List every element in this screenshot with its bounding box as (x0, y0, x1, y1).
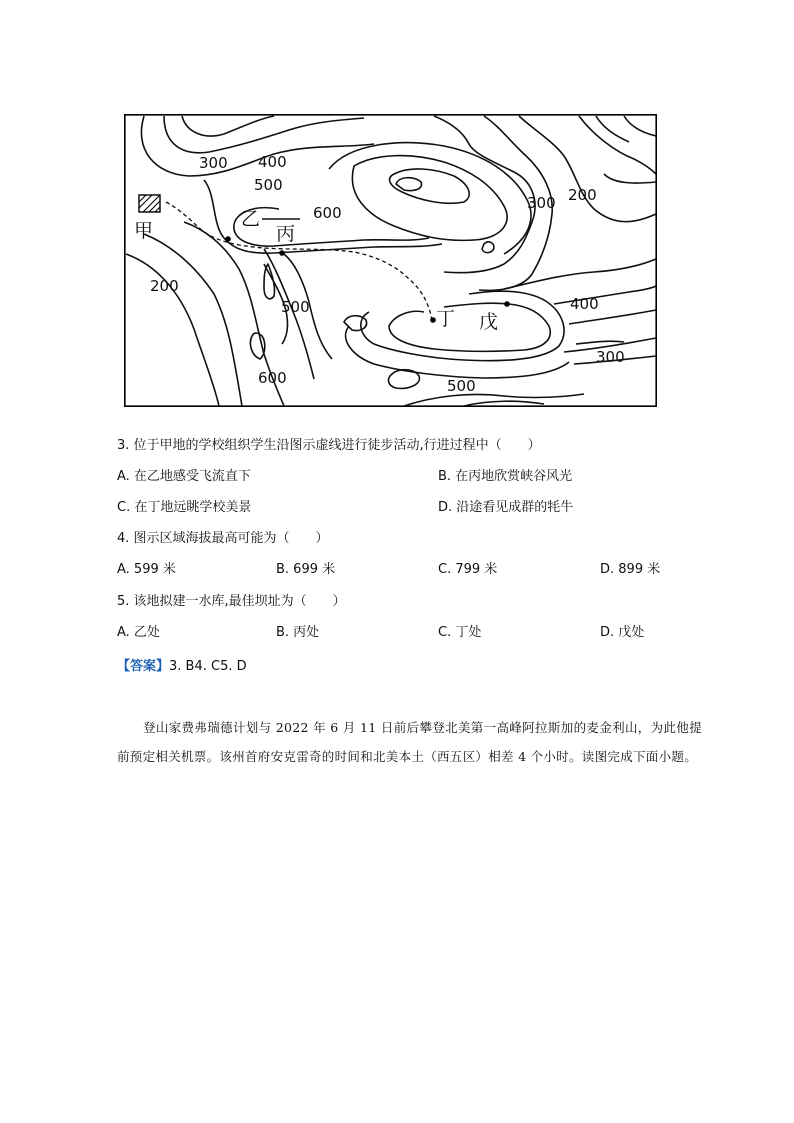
contour-label-500-se: 500 (447, 377, 476, 395)
answer-text: 3. B4. C5. D (169, 659, 247, 674)
contour-label-600-n: 600 (313, 204, 342, 222)
question-3-stem: 3. 位于甲地的学校组织学生沿图示虚线进行徒步活动,行进过程中（ ） (117, 438, 541, 453)
contour-label-500-n: 500 (254, 176, 283, 194)
place-yi: 乙 (241, 208, 261, 230)
q5-option-d: D. 戊处 (600, 625, 645, 640)
contour-label-300-e: 300 (527, 194, 556, 212)
place-ding: 丁 (436, 308, 456, 330)
q3-option-b: B. 在丙地欣赏峡谷风光 (438, 469, 573, 484)
answer-line (117, 655, 247, 674)
contour-label-500-s: 500 (281, 298, 310, 316)
q4-option-d: D. 899 米 (600, 562, 661, 577)
place-jia: 甲 (134, 220, 154, 242)
q5-option-c: C. 丁处 (438, 625, 482, 640)
contour-label-400-nw: 400 (258, 153, 287, 171)
question-4-stem: 4. 图示区域海拔最高可能为（ ） (117, 531, 329, 546)
q5-option-a: A. 乙处 (117, 625, 160, 640)
q5-option-b: B. 丙处 (276, 625, 320, 640)
reading-passage: 登山家费弗瑞德计划与 2022 年 6 月 11 日前后攀登北美第一高峰阿拉斯加的麦金利山，为此他提前预定相关机票。该州首府安克雷奇的时间和北美本土（西五区）相差 4 个小时。读图完成下面小题。 (117, 720, 702, 764)
contour-label-400-e: 400 (570, 295, 599, 313)
q3-option-d: D. 沿途看见成群的牦牛 (438, 500, 574, 515)
place-wu: 戊 (479, 311, 499, 333)
q3-option-c: C. 在丁地远眺学校美景 (117, 500, 252, 515)
contour-label-300-se: 300 (596, 348, 625, 366)
contour-label-300-nw: 300 (199, 154, 228, 172)
contour-map (124, 114, 657, 407)
place-bing: 丙 (276, 223, 296, 245)
contour-label-200-ne: 200 (568, 186, 597, 204)
contour-label-600-s: 600 (258, 369, 287, 387)
q3-option-a: A. 在乙地感受飞流直下 (117, 469, 251, 484)
question-5-stem: 5. 该地拟建一水库,最佳坝址为（ ） (117, 594, 346, 609)
q4-option-b: B. 699 米 (276, 562, 336, 577)
q4-option-c: C. 799 米 (438, 562, 498, 577)
q4-option-a: A. 599 米 (117, 562, 176, 577)
answer-tag: 【答案】 (117, 659, 170, 674)
contour-label-200-w: 200 (150, 277, 179, 295)
